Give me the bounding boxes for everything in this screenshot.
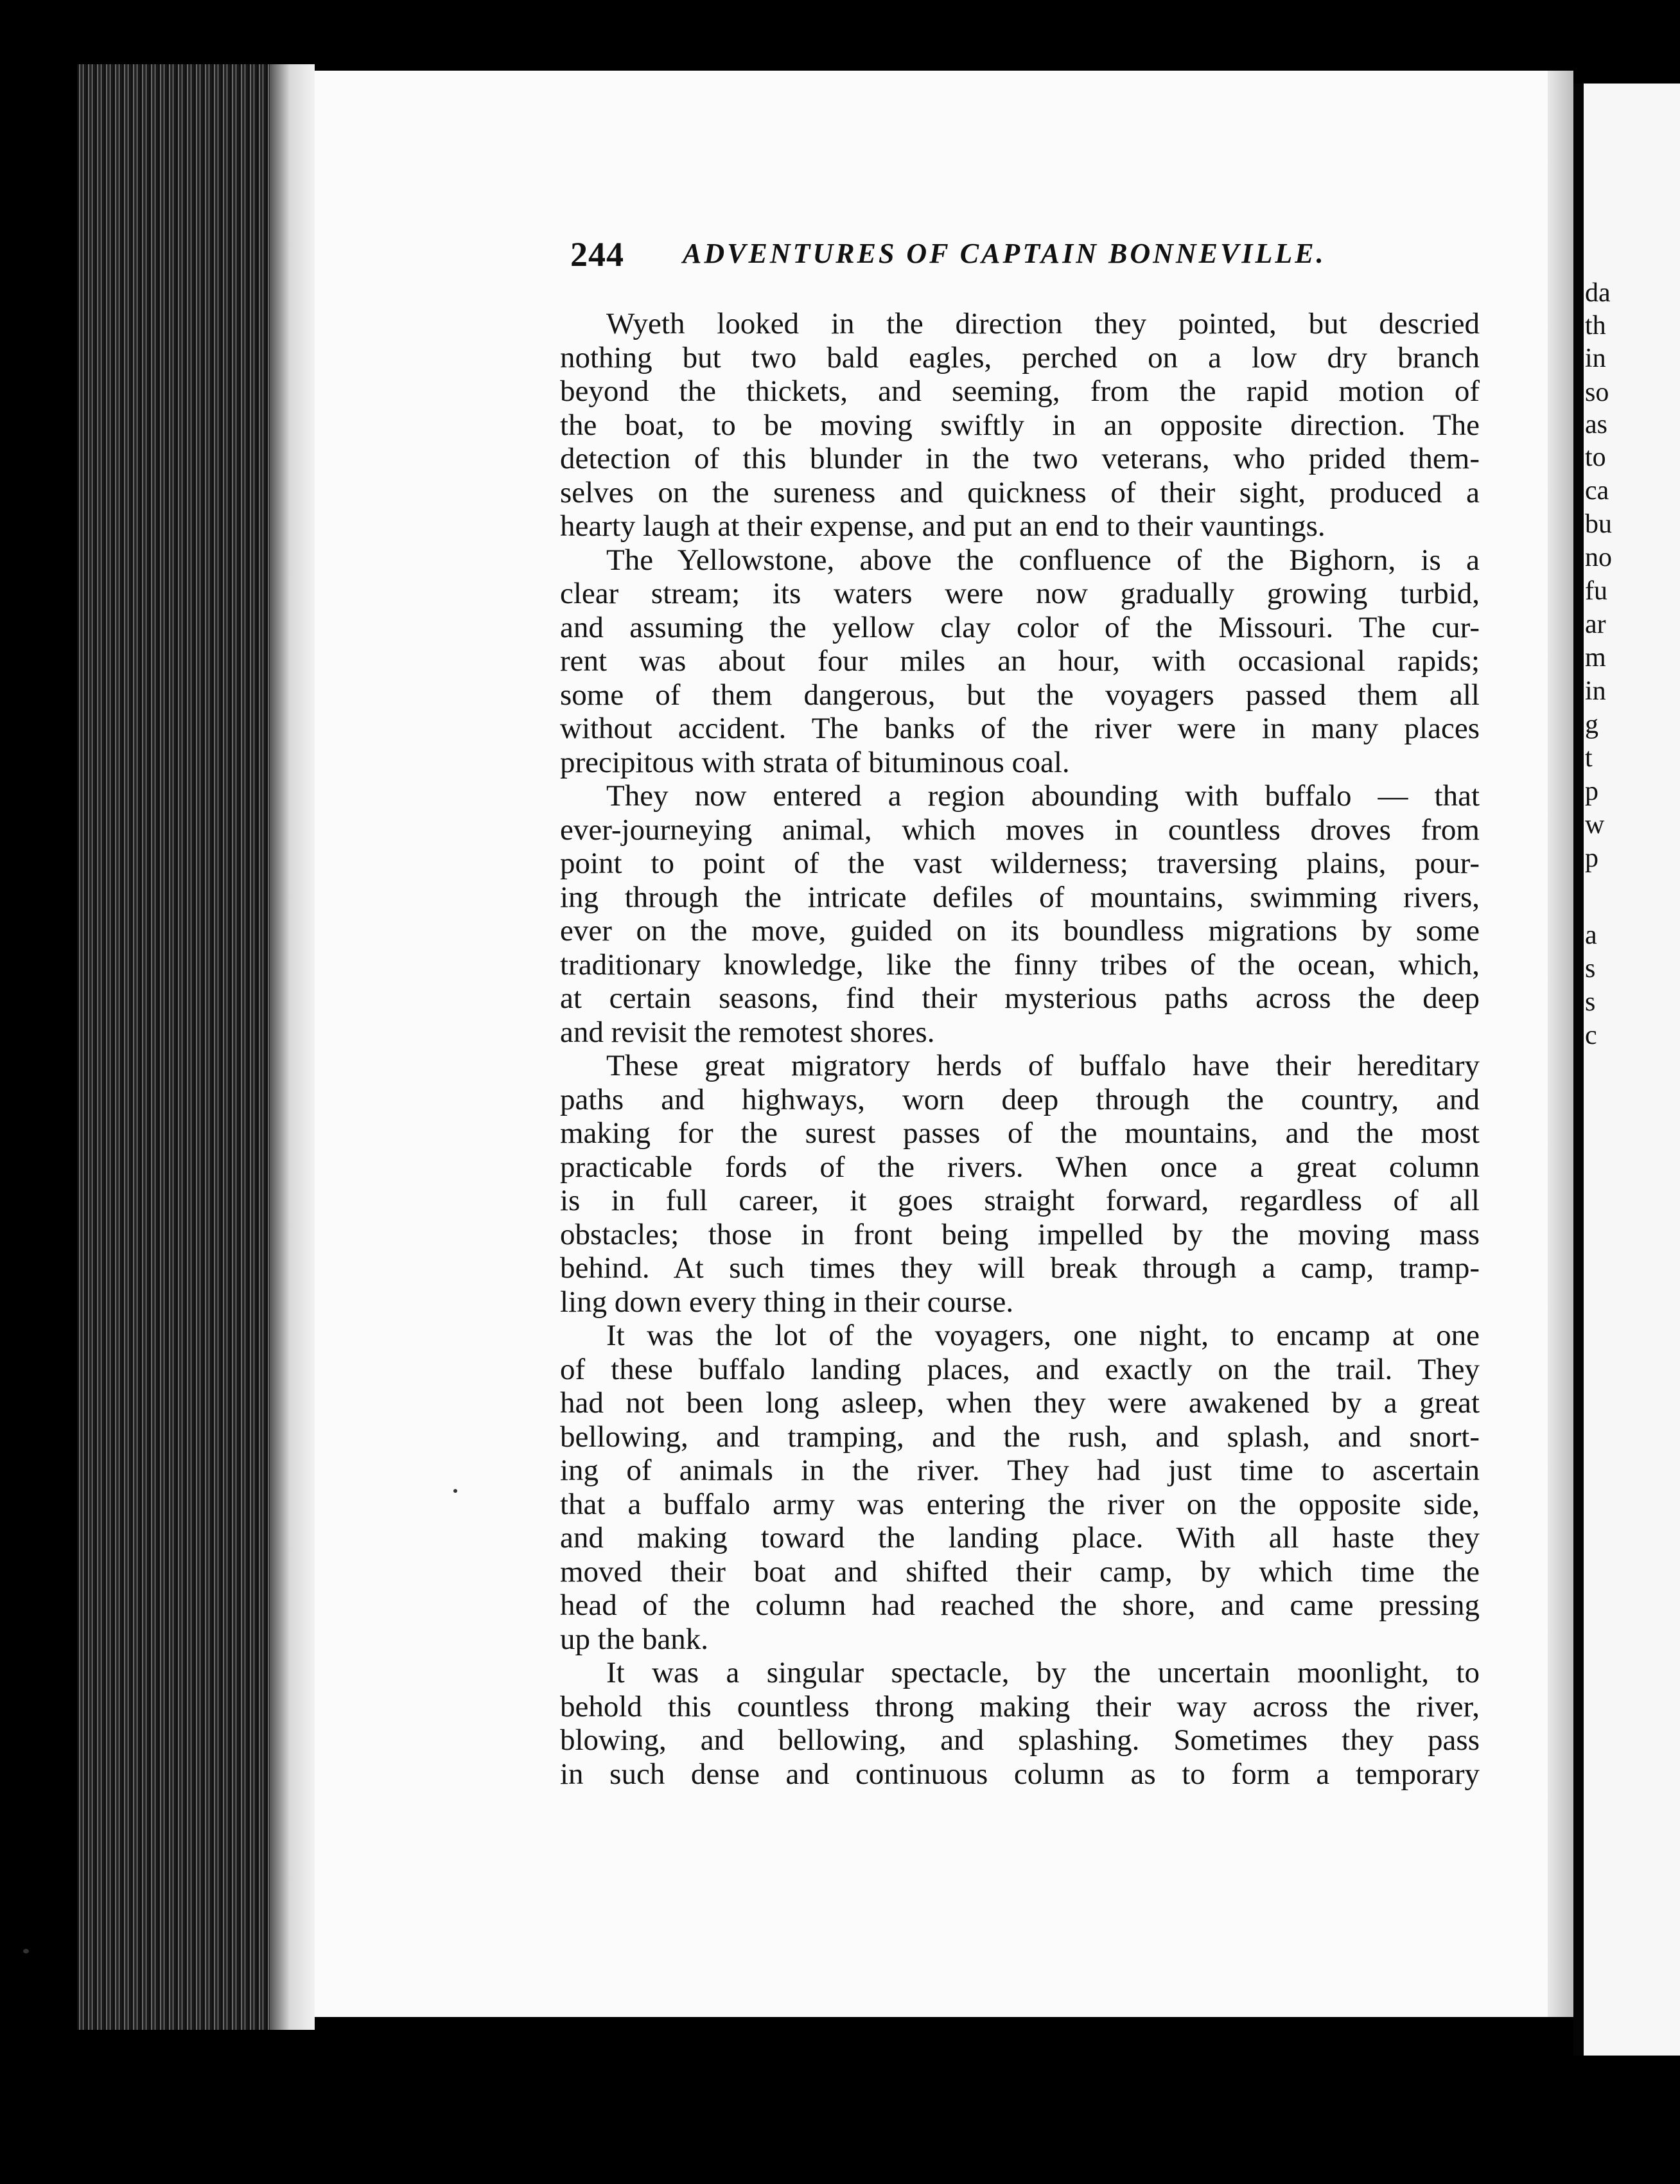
text-line: precipitous with strata of bituminous coal. xyxy=(560,745,1070,779)
text-line: clear stream; its waters were now gradually growing turbid, xyxy=(560,577,1480,610)
text-line: ing through the intricate defiles of mountains, swimming rivers, xyxy=(560,880,1480,914)
text-line: up the bank. xyxy=(560,1622,709,1656)
adjacent-page-text: fu xyxy=(1585,576,1607,606)
text-line: in such dense and continuous column as to form a temporary xyxy=(560,1757,1480,1791)
adjacent-page-text: p xyxy=(1585,843,1598,873)
text-line: behind. At such times they will break through a camp, tramp- xyxy=(560,1251,1480,1285)
adjacent-page-fragment xyxy=(1584,84,1680,2056)
text-line: It was a singular spectacle, by the uncertain moonlight, to xyxy=(606,1656,1480,1689)
adjacent-page-text: so xyxy=(1585,378,1609,407)
text-line: moved their boat and shifted their camp, by which time the xyxy=(560,1554,1480,1589)
adjacent-page-text: in xyxy=(1585,676,1606,706)
text-line: and making toward the landing place. With all haste they xyxy=(560,1521,1480,1554)
adjacent-page-text: a xyxy=(1585,920,1597,950)
text-line: practicable fords of the rivers. When once a great column xyxy=(560,1150,1480,1184)
text-line: Wyeth looked in the direction they pointed, but descried xyxy=(606,307,1480,340)
running-head xyxy=(570,234,1399,279)
book-gutter xyxy=(1573,84,1584,2056)
page-number: 244 xyxy=(570,235,624,274)
text-line: The Yellowstone, above the confluence of the Bighorn, is a xyxy=(606,543,1480,577)
text-line: of these buffalo landing places, and exactly on the trail. They xyxy=(560,1352,1480,1386)
text-line: without accident. The banks of the river were in many places xyxy=(560,712,1480,745)
text-line: They now entered a region abounding with buffalo — that xyxy=(606,779,1480,813)
text-line: It was the lot of the voyagers, one night, to encamp at one xyxy=(606,1319,1480,1352)
text-line: making for the surest passes of the mountains, and the most xyxy=(560,1116,1480,1150)
text-line: These great migratory herds of buffalo have their hereditary xyxy=(606,1049,1480,1082)
page-curl-highlight xyxy=(270,64,315,2030)
text-line: selves on the sureness and quickness of their sight, produced a xyxy=(560,475,1480,509)
text-line: ever on the move, guided on its boundless migrations by some xyxy=(560,914,1480,947)
body-text xyxy=(560,307,1480,1791)
adjacent-page-text: to xyxy=(1585,443,1606,472)
adjacent-page-text: w xyxy=(1585,810,1605,840)
text-line: at certain seasons, find their mysterious paths across the deep xyxy=(560,982,1480,1015)
adjacent-page-text: ar xyxy=(1585,610,1606,639)
text-line: ling down every thing in their course. xyxy=(560,1285,1014,1319)
adjacent-page-text: c xyxy=(1585,1021,1597,1050)
text-line: detection of this blunder in the two veterans, who prided them- xyxy=(560,442,1480,475)
speck xyxy=(453,1489,457,1493)
adjacent-page-text: as xyxy=(1585,410,1607,439)
adjacent-page-text: da xyxy=(1585,278,1611,308)
text-line: beyond the thickets, and seeming, from the rapid motion of xyxy=(560,374,1480,408)
text-line: bellowing, and tramping, and the rush, and splash, and snort- xyxy=(560,1420,1480,1454)
text-line: nothing but two bald eagles, perched on a low dry branch xyxy=(560,340,1480,374)
text-line: and revisit the remotest shores. xyxy=(560,1015,935,1049)
text-line: rent was about four miles an hour, with occasional rapids; xyxy=(560,644,1480,678)
speck xyxy=(23,1949,29,1953)
running-title: ADVENTURES OF CAPTAIN BONNEVILLE. xyxy=(683,238,1326,269)
text-line: behold this countless throng making their way across the river, xyxy=(560,1689,1480,1723)
text-line: the boat, to be moving swiftly in an opposite direction. The xyxy=(560,408,1480,442)
text-line: traditionary knowledge, like the finny tribes of the ocean, which, xyxy=(560,947,1480,982)
text-line: blowing, and bellowing, and splashing. Sometimes they pass xyxy=(560,1723,1480,1757)
text-line: ing of animals in the river. They had just time to ascertain xyxy=(560,1454,1480,1487)
adjacent-page-text: m xyxy=(1585,643,1606,673)
adjacent-page-text: g xyxy=(1585,710,1598,739)
text-line: paths and highways, worn deep through the country, and xyxy=(560,1082,1480,1116)
adjacent-page-text: th xyxy=(1585,311,1606,340)
text-line: had not been long asleep, when they were awakened by a great xyxy=(560,1386,1480,1420)
text-line: is in full career, it goes straight forward, regardless of all xyxy=(560,1184,1480,1217)
adjacent-page-text: ca xyxy=(1585,476,1609,506)
adjacent-page-text: bu xyxy=(1585,509,1612,539)
text-line: obstacles; those in front being impelled by the moving mass xyxy=(560,1217,1480,1251)
adjacent-page-text: no xyxy=(1585,543,1612,572)
adjacent-page-text: s xyxy=(1585,987,1596,1017)
text-line: hearty laugh at their expense, and put an end to their vauntings. xyxy=(560,509,1326,543)
adjacent-page-text: t xyxy=(1585,743,1593,773)
page-shadow xyxy=(1548,71,1573,2017)
text-line: and assuming the yellow clay color of the Missouri. The cur- xyxy=(560,610,1480,644)
text-line: head of the column had reached the shore, and came pressing xyxy=(560,1589,1480,1622)
text-line: that a buffalo army was entering the river on the opposite side, xyxy=(560,1487,1480,1521)
text-line: point to point of the vast wilderness; traversing plains, pour- xyxy=(560,847,1480,880)
adjacent-page-text: in xyxy=(1585,344,1606,373)
adjacent-page-text: p xyxy=(1585,777,1598,806)
text-line: some of them dangerous, but the voyagers passed them all xyxy=(560,678,1480,712)
text-line: ever-journeying animal, which moves in countless droves from xyxy=(560,813,1480,847)
adjacent-page-text: s xyxy=(1585,954,1596,983)
